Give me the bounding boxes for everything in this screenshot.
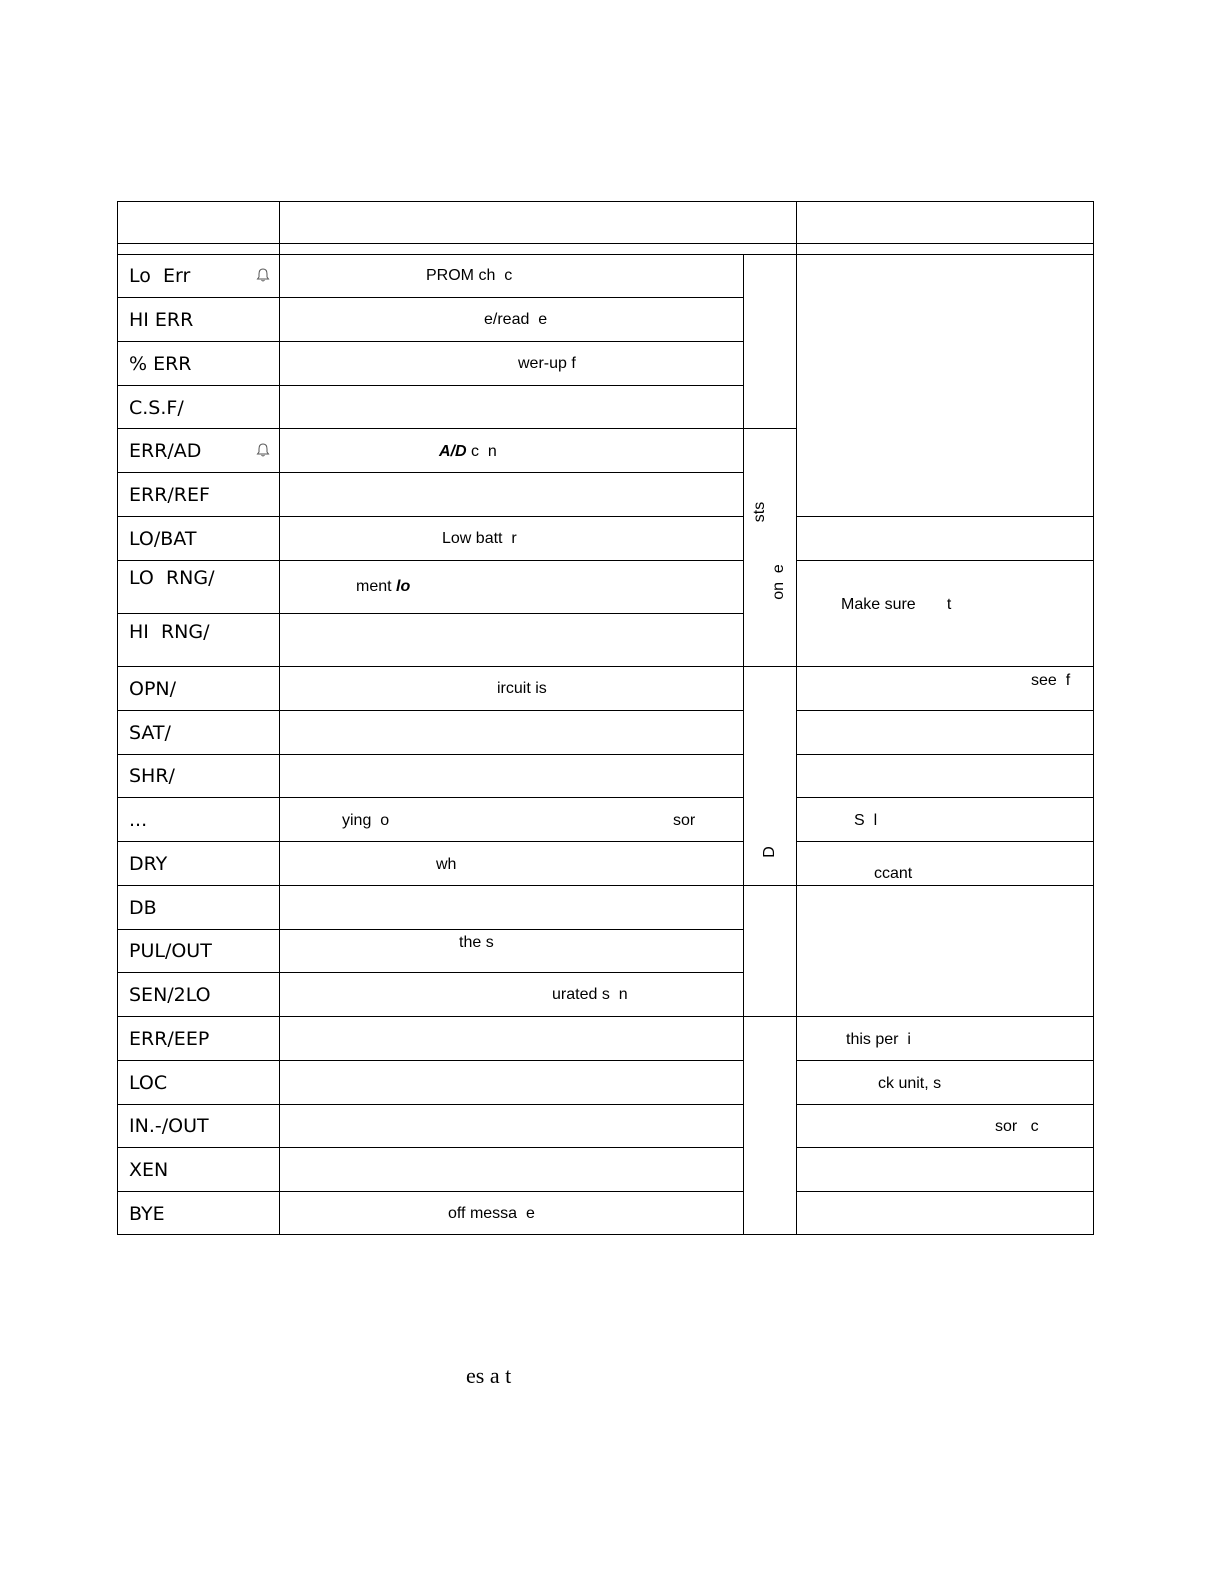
page-footer-text: es a t xyxy=(466,1363,512,1388)
error-description: urated s n xyxy=(552,986,628,1003)
error-description-emphasis: A/D xyxy=(439,443,467,460)
error-note: this per i xyxy=(846,1031,911,1048)
note-divider xyxy=(796,797,1094,798)
error-note: sor c xyxy=(995,1118,1039,1135)
error-code: DB xyxy=(129,897,157,919)
bell-icon xyxy=(255,267,271,283)
row-divider xyxy=(117,841,744,842)
error-code: ERR/AD xyxy=(129,440,202,462)
error-description: wer-up f xyxy=(518,355,576,372)
error-description-text: ment xyxy=(356,578,397,595)
error-code: PUL/OUT xyxy=(129,940,212,962)
row-divider xyxy=(117,754,744,755)
note-divider xyxy=(796,754,1094,755)
error-code: XEN xyxy=(129,1159,169,1181)
row-divider xyxy=(117,710,744,711)
error-code: Lo Err xyxy=(129,265,191,287)
error-description xyxy=(439,443,497,461)
row-divider xyxy=(117,1060,744,1061)
header-divider-top xyxy=(117,243,1094,244)
note-divider xyxy=(796,516,1094,517)
error-description: wh xyxy=(436,856,457,873)
row-divider xyxy=(117,560,744,561)
row-divider xyxy=(117,385,744,386)
row-divider xyxy=(117,1016,744,1017)
group-label: sts xyxy=(751,501,768,523)
note-divider xyxy=(796,710,1094,711)
error-code: SEN/2LO xyxy=(129,984,211,1006)
error-code-table xyxy=(117,201,1094,1235)
error-description-text: c n xyxy=(466,443,497,460)
group-label: on e xyxy=(770,564,787,600)
error-code: HI RNG/ xyxy=(129,621,210,643)
row-divider xyxy=(117,613,744,614)
group-label: D xyxy=(761,846,778,858)
row-divider xyxy=(117,428,744,429)
row-divider xyxy=(117,297,744,298)
error-code: LO RNG/ xyxy=(129,567,215,589)
error-note: S l xyxy=(854,812,878,829)
group-divider xyxy=(743,428,797,429)
error-code: LO/BAT xyxy=(129,528,197,550)
error-code: LOC xyxy=(129,1072,168,1094)
error-description: ying o xyxy=(342,812,390,829)
note-divider xyxy=(796,1060,1094,1061)
group-divider xyxy=(743,1016,797,1017)
error-description: the s xyxy=(459,934,494,951)
group-divider xyxy=(743,885,797,886)
error-note: ck unit, s xyxy=(878,1075,942,1092)
error-code: ERR/REF xyxy=(129,484,210,506)
error-description: PROM ch c xyxy=(426,267,513,284)
error-code: OPN/ xyxy=(129,678,177,700)
error-code: % ERR xyxy=(129,353,192,375)
row-divider xyxy=(117,797,744,798)
error-description: off messa e xyxy=(448,1205,535,1222)
group-divider xyxy=(743,666,797,667)
column-divider-notes xyxy=(796,201,797,1235)
error-code: BYE xyxy=(129,1203,165,1225)
column-divider-code xyxy=(279,201,280,1235)
column-divider-group xyxy=(743,254,744,1235)
error-code: IN.-/OUT xyxy=(129,1115,209,1137)
error-note: ccant xyxy=(874,865,913,882)
note-divider xyxy=(796,560,1094,561)
error-code: ERR/EEP xyxy=(129,1028,210,1050)
row-divider xyxy=(117,1147,744,1148)
error-code: C.S.F/ xyxy=(129,397,184,419)
error-code: SAT/ xyxy=(129,722,171,744)
error-description: Low batt r xyxy=(442,530,517,547)
note-divider xyxy=(796,666,1094,667)
note-divider xyxy=(796,841,1094,842)
row-divider xyxy=(117,929,744,930)
note-divider xyxy=(796,1147,1094,1148)
row-divider xyxy=(117,1104,744,1105)
row-divider xyxy=(117,516,744,517)
error-code: SHR/ xyxy=(129,765,175,787)
note-divider xyxy=(796,1016,1094,1017)
error-code: ... xyxy=(129,809,148,831)
row-divider xyxy=(117,885,744,886)
header-divider-bottom xyxy=(117,254,1094,255)
error-note: Make sure t xyxy=(841,596,952,613)
row-divider xyxy=(117,1191,744,1192)
error-code: HI ERR xyxy=(129,309,194,331)
row-divider xyxy=(117,666,744,667)
note-divider xyxy=(796,1191,1094,1192)
error-code: DRY xyxy=(129,853,168,875)
row-divider xyxy=(117,341,744,342)
error-note: see f xyxy=(1031,672,1071,689)
row-divider xyxy=(117,972,744,973)
error-description-end: sor xyxy=(673,812,696,829)
note-divider xyxy=(796,1104,1094,1105)
row-divider xyxy=(117,472,744,473)
error-description-emphasis: lo xyxy=(396,578,411,595)
bell-icon xyxy=(255,442,271,458)
error-description: e/read e xyxy=(484,311,548,328)
note-divider xyxy=(796,885,1094,886)
error-description: ircuit is xyxy=(497,680,547,697)
error-description xyxy=(356,578,410,596)
